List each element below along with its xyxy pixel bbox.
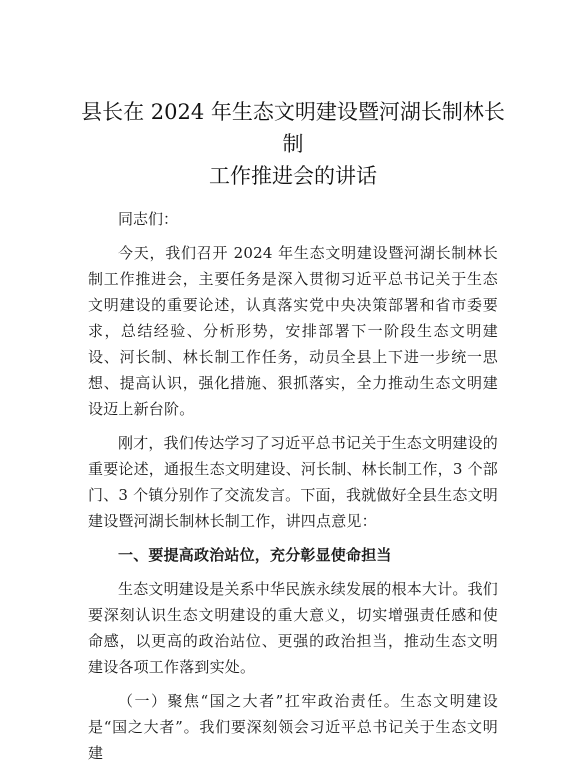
subsection-1-paragraph: （一）聚焦“国之大者”扛牢政治责任。生态文明建设是“国之大者”。我们要深刻领会习近平总书记关于生态文明建 <box>88 692 498 762</box>
section-heading-1: 一、要提高政治站位，充分彰显使命担当 <box>118 546 392 564</box>
title-line-1: 县长在 2024 年生态文明建设暨河湖长制林长制 <box>81 100 505 156</box>
document-title <box>76 96 510 192</box>
title-line-2: 工作推进会的讲话 <box>209 164 377 188</box>
greeting: 同志们： <box>118 210 179 228</box>
paragraph-context: 刚才，我们传达学习了习近平总书记关于生态文明建设的重要论述，通报生态文明建设、河长制、林长制工作，3 个部门、3 个镇分别作了交流发言。下面，我就做好全县生态文明建设暨河湖长制林长制工作，讲四点意见： <box>88 434 499 530</box>
section-1-paragraph: 生态文明建设是关系中华民族永续发展的根本大计。我们要深刻认识生态文明建设的重大意义，切实增强责任感和使命感，以更高的政治站位、更强的政治担当，推动生态文明建设各项工作落到实处。 <box>88 580 499 676</box>
paragraph-intro: 今天，我们召开 2024 年生态文明建设暨河湖长制林长制工作推进会，主要任务是深入贯彻习近平总书记关于生态文明建设的重要论述，认真落实党中央决策部署和省市委要求，总结经验、分析形势，安排部署下一阶段生态文明建设、河长制、林长制工作任务，动员全县上下进一步统一思想、提高认识，强化措施、狠抓落实，全力推动生态文明建设迈上新台阶。 <box>88 244 498 418</box>
